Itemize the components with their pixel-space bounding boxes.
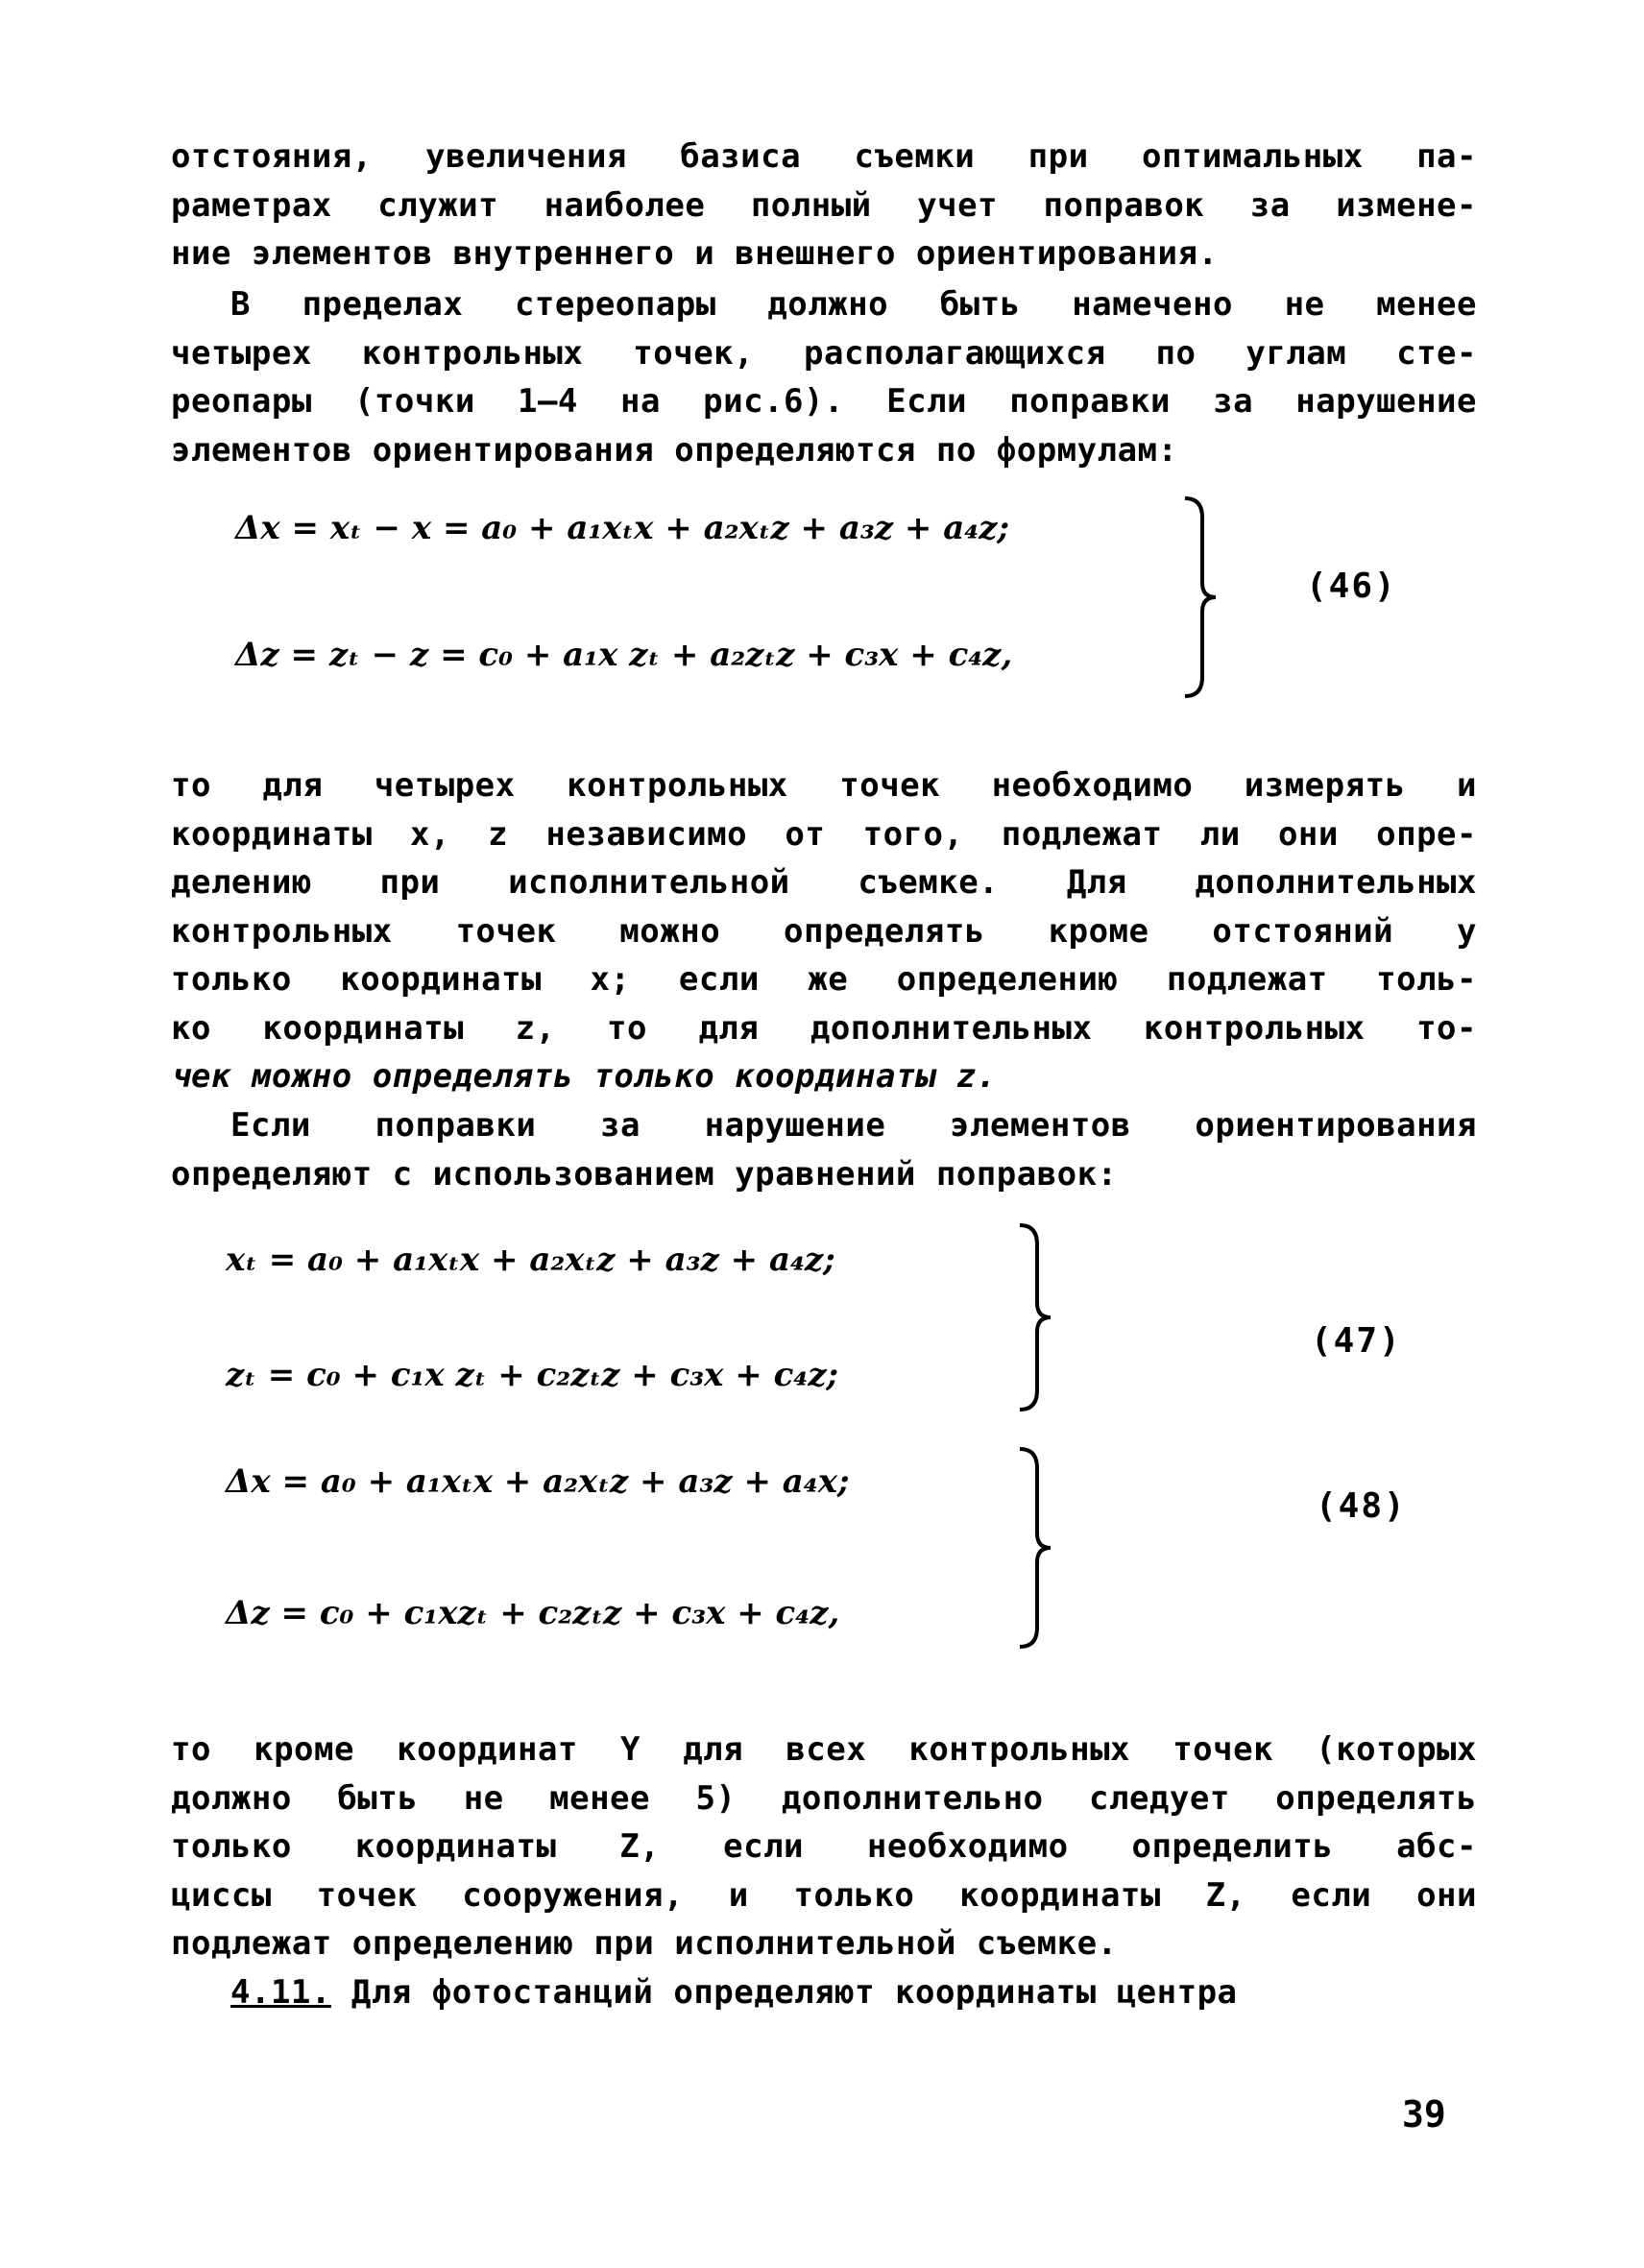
paragraph-2	[171, 280, 1477, 474]
text-line: чек можно определять только координаты z.	[171, 1057, 997, 1096]
paragraph-4	[171, 1101, 1477, 1198]
equation-number-47: (47)	[1311, 1321, 1402, 1361]
text-line: координаты x, z независимо от того, подлежат ли они опре-	[171, 814, 1477, 854]
text-line: раметрах служит наиболее полный учет поправок за измене-	[171, 185, 1477, 225]
section-text: Для фотостанций определяют координаты центра	[351, 1973, 1238, 2012]
brace-48	[1016, 1445, 1054, 1652]
text-line: ко координаты z, то для дополнительных контрольных то-	[171, 1008, 1477, 1048]
text-line: должно быть не менее 5) дополнительно следует определять	[171, 1778, 1477, 1818]
text-line: подлежат определению при исполнительной съемке.	[171, 1924, 1118, 1963]
text-line: В пределах стереопары должно быть намечено не менее	[230, 285, 1477, 324]
text-line	[171, 1968, 1477, 2017]
paragraph-1	[171, 133, 1477, 278]
text-line: только координаты x; если же определению подлежат толь-	[171, 960, 1477, 999]
equation-48-line-1: Δx = a₀ + a₁xₜx + a₂xₜz + a₃z + a₄x;	[226, 1462, 850, 1501]
equation-47-line-2: zₜ = c₀ + c₁x zₜ + c₂zₜz + c₃x + c₄z;	[226, 1356, 839, 1394]
text-line: циссы точек сооружения, и только координаты Z, если они	[171, 1875, 1477, 1915]
text-line: ние элементов внутреннего и внешнего ориентирования.	[171, 234, 1219, 273]
text-line: контрольных точек можно определять кроме отстояний y	[171, 911, 1477, 951]
text-line: только координаты Z, если необходимо определить абс-	[171, 1827, 1477, 1866]
equation-number-46: (46)	[1306, 567, 1397, 606]
equation-46-line-1: Δx = xₜ − x = a₀ + a₁xₜx + a₂xₜz + a₃z + a₄z;	[235, 509, 1010, 547]
equation-47-line-1: xₜ = a₀ + a₁xₜx + a₂xₜz + a₃z + a₄z;	[226, 1241, 835, 1279]
equation-46-line-2: Δz = zₜ − z = c₀ + a₁x zₜ + a₂zₜz + c₃x + c₄z,	[235, 636, 1013, 674]
brace-46	[1181, 495, 1220, 701]
paragraph-6	[171, 1968, 1477, 2017]
text-line: делению при исполнительной съемке. Для дополнительных	[171, 863, 1477, 902]
page-number: 39	[1402, 2093, 1446, 2135]
text-line: отстояния, увеличения базиса съемки при оптимальных па-	[171, 137, 1477, 176]
text-line: то для четырех контрольных точек необходимо измерять и	[171, 766, 1477, 805]
paragraph-5	[171, 1725, 1477, 1968]
text-line: определяют с использованием уравнений поправок:	[171, 1154, 1118, 1194]
equation-number-48: (48)	[1316, 1486, 1407, 1526]
text-line: элементов ориентирования определяются по формулам:	[171, 430, 1178, 470]
brace-47	[1016, 1221, 1054, 1413]
text-line: Если поправки за нарушение элементов ориентирования	[230, 1106, 1477, 1145]
text-line: то кроме координат Y для всех контрольных точек (которых	[171, 1730, 1477, 1769]
paragraph-3	[171, 761, 1477, 1101]
text-line: реопары (точки 1–4 на рис.6). Если поправки за нарушение	[171, 382, 1477, 421]
text-line: четырех контрольных точек, располагающихся по углам сте-	[171, 333, 1477, 373]
equation-48-line-2: Δz = c₀ + c₁xzₜ + c₂zₜz + c₃x + c₄z,	[226, 1594, 840, 1632]
section-number: 4.11.	[230, 1973, 331, 2012]
